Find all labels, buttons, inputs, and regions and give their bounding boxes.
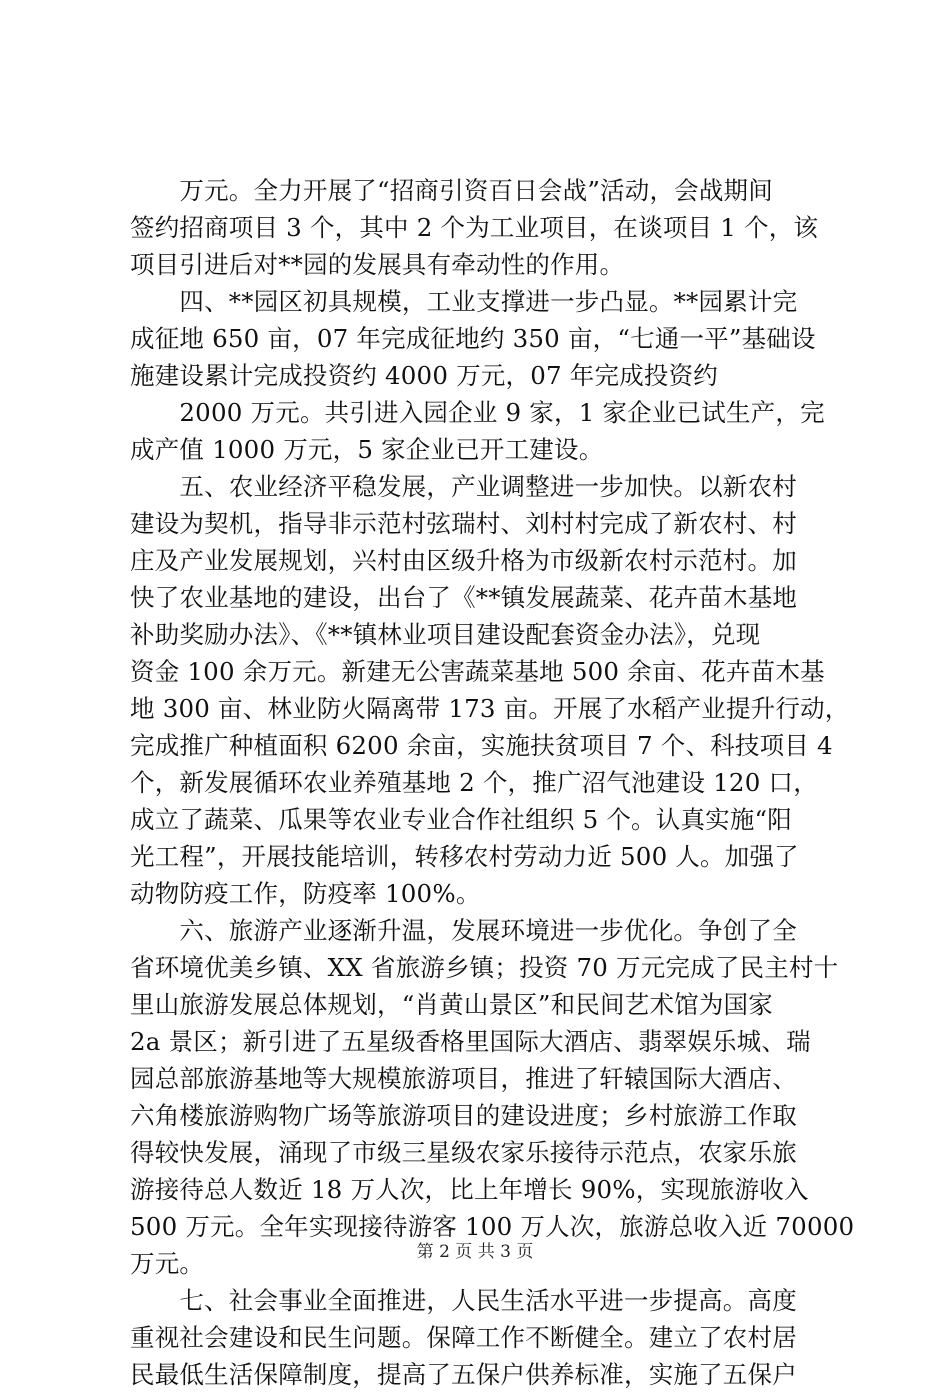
text-line: 光工程”，开展技能培训，转移农村劳动力近 500 人。加强了	[130, 842, 799, 871]
text-line: 项目引进后对**园的发展具有牵动性的作用。	[130, 250, 625, 279]
text-line: 六角楼旅游购物广场等旅游项目的建设进度；乡村旅游工作取	[130, 1101, 797, 1130]
text-line: 500 万元。全年实现接待游客 100 万人次，旅游总收入近 70000	[130, 1212, 855, 1241]
text-line: 四、**园区初具规模，工业支撑进一步凸显。**园累计完	[130, 287, 798, 316]
text-line: 庄及产业发展规划，兴村由区级升格为市级新农村示范村。加	[130, 546, 797, 575]
page-footer: 第 2 页 共 3 页	[416, 1242, 534, 1262]
text-line: 六、旅游产业逐渐升温，发展环境进一步优化。争创了全	[130, 916, 797, 945]
text-line: 施建设累计完成投资约 4000 万元，07 年完成投资约	[130, 361, 718, 390]
text-line: 成立了蔬菜、瓜果等农业专业合作社组织 5 个。认真实施“阳	[130, 805, 792, 834]
text-line: 地 300 亩、林业防火隔离带 173 亩。开展了水稻产业提升行动，	[130, 694, 850, 723]
text-line: 建设为契机，指导非示范村弦瑞村、刘村村完成了新农村、村	[130, 509, 797, 538]
document-body	[130, 172, 855, 1393]
text-line: 成征地 650 亩，07 年完成征地约 350 亩，“七通一平”基础设	[130, 324, 816, 353]
text-line: 七、社会事业全面推进，人民生活水平进一步提高。高度	[130, 1286, 797, 1315]
text-line: 得较快发展，涌现了市级三星级农家乐接待示范点，农家乐旅	[130, 1138, 797, 1167]
text-line: 民最低生活保障制度，提高了五保户供养标准，实施了五保户	[130, 1360, 797, 1389]
text-line: 2000 万元。共引进入园企业 9 家，1 家企业已试生产，完	[130, 398, 825, 427]
text-line: 快了农业基地的建设，出台了《**镇发展蔬菜、花卉苗木基地	[130, 583, 798, 612]
text-line: 省环境优美乡镇、XX 省旅游乡镇；投资 70 万元完成了民主村十	[130, 953, 839, 982]
text-line: 2a 景区；新引进了五星级香格里国际大酒店、翡翠娱乐城、瑞	[130, 1027, 811, 1056]
text-line: 签约招商项目 3 个，其中 2 个为工业项目，在谈项目 1 个，该	[130, 213, 819, 242]
text-line: 补助奖励办法》、《**镇林业项目建设配套资金办法》，兑现	[130, 620, 761, 649]
text-line: 成产值 1000 万元，5 家企业已开工建设。	[130, 435, 604, 464]
text-line: 五、农业经济平稳发展，产业调整进一步加快。以新农村	[130, 472, 797, 501]
text-line: 完成推广种植面积 6200 余亩，实施扶贫项目 7 个、科技项目 4	[130, 731, 833, 760]
text-line: 重视社会建设和民生问题。保障工作不断健全。建立了农村居	[130, 1323, 797, 1352]
text-line: 动物防疫工作，防疫率 100%。	[130, 879, 481, 908]
text-line: 游接待总人数近 18 万人次，比上年增长 90%，实现旅游收入	[130, 1175, 809, 1204]
text-line: 万元。	[130, 1249, 205, 1278]
text-line: 万元。全力开展了“招商引资百日会战”活动，会战期间	[130, 176, 773, 205]
text-line: 里山旅游发展总体规划，“肖黄山景区”和民间艺术馆为国家	[130, 990, 773, 1019]
text-line: 个，新发展循环农业养殖基地 2 个，推广沼气池建设 120 口，	[130, 768, 818, 797]
text-line: 资金 100 余万元。新建无公害蔬菜基地 500 余亩、花卉苗木基	[130, 657, 825, 686]
text-line: 园总部旅游基地等大规模旅游项目，推进了轩辕国际大酒店、	[130, 1064, 797, 1093]
